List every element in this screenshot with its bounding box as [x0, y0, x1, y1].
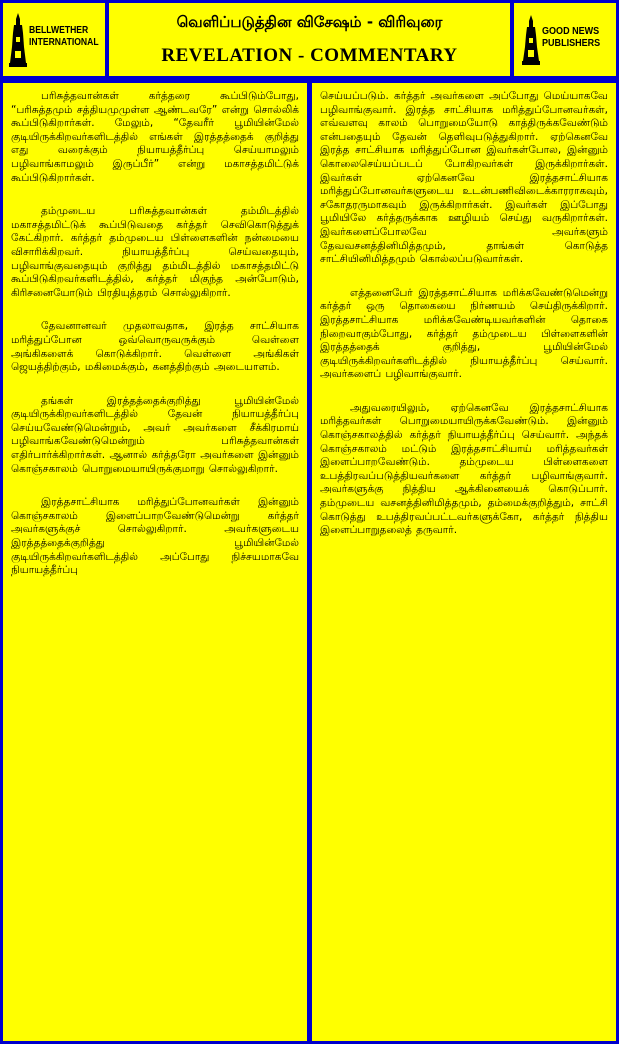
title-panel [109, 3, 510, 76]
paragraph: தம்முடைய பரிசுத்தவான்கள் தம்மிடத்தில் மகாசத்தமிட்டுக் கூப்பிடுவதை கர்த்தர் செவிகொடுத்துக் கேட்கிறார். கர்த்தர் தம்முடைய பிள்ளைகளின் நன்மையை விசாரிக்கிறவர். நியாயத்தீர்ப்பு செய்வதையும், பழிவாங்குவதையும் குறித்து தம்மிடத்தில் மகாசத்தமிட்டு கூப்பிடுகிறவர்களிடத்தில், கர்த்தர் மிகுந்த அன்போடும், கிரிசனையோடும் பிரதியுத்தரம் சொல்லுகிறார். [11, 205, 299, 299]
good-news-publishers-logo [514, 3, 616, 76]
header-banner [0, 0, 619, 80]
right-column [312, 83, 616, 1041]
bellwether-logo [3, 3, 105, 76]
publisher-logo-line2: PUBLISHERS [542, 37, 601, 49]
content-frame [0, 80, 619, 1044]
paragraph: இரத்தசாட்சியாக மரித்துப்போனவர்கள் இன்னும் கொஞ்சகாலம் இளைப்பாறவேண்டுமென்று கர்த்தர் அவர்களுக்குச் சொல்லுகிறார். அவர்களுடைய இரத்தத்தைக்குறித்து பூமியின்மேல் குடியிருக்கிறவர்களிடத்தில் அப்போது நிச்சயமாகவே நியாயத்தீர்ப்பு [11, 496, 299, 577]
publisher-logo-line1: GOOD NEWS [542, 25, 600, 37]
paragraph: அதுவரையிலும், ஏற்கெனவே இரத்தசாட்சியாக மரித்தவர்கள் பொறுமையாயிருக்கவேண்டும். இன்னும் கொஞ்சகாலத்தில் கர்த்தர் நியாயத்தீர்ப்பு செய்வார். அந்தக் கொஞ்சகாலம் மட்டும் இரத்தசாட்சியாய் மரித்தவர்கள் இளைப்பாறவேண்டும். தம்முடைய பிள்ளைகளை உபத்திரவப்படுத்தியவர்களை கர்த்தர் பழிவாங்குவார். அவர்களுக்கு நித்திய ஆக்கினையைக் கொடுப்பார். தம்முடைய வசனத்தினிமித்தமும், தம்மைக்குறித்தும், சாட்சி கொடுத்து உபத்திரவப்பட்டவர்களுக்கோ, கர்த்தர் நித்திய இளைப்பாறுதலைத் தருவார். [320, 401, 608, 537]
paragraph: எத்தனைபேர் இரத்தசாட்சியாக மரிக்கவேண்டுமென்று கர்த்தர் ஒரு தொகையை நிர்ணயம் செய்திருக்கிறார். இரத்தசாட்சியாக மரிக்கவேண்டியவர்களின் தொகை நிறைவாகும்போது, கர்த்தர் தம்முடைய பிள்ளைகளின் இரத்தத்தைக் குறித்து, பூமியின்மேல் குடியிருக்கிறவர்களிடத்தில் நியாயத்தீர்ப்பு செய்வார். அவர்களைப் பழிவாங்குவார். [320, 286, 608, 381]
paragraph: தங்கள் இரத்தத்தைக்குறித்து பூமியின்மேல் குடியிருக்கிறவர்களிடத்தில் தேவன் நியாயத்தீர்ப்பு செய்யவேண்டுமென்றும், அவர் அவர்களை சீக்கிரமாய் பழிவாங்கவேண்டுமென்றும் பரிசுத்தவான்கள் எதிர்பார்க்கிறார்கள். ஆனால் கர்த்தரோ அவர்களை இன்னும் கொஞ்சகாலம் பொறுமையாயிருக்குமாறு சொல்லுகிறார். [11, 394, 299, 475]
tower-icon [9, 13, 27, 67]
bellwether-logo-line1: BELLWETHER [29, 25, 89, 36]
left-column [3, 83, 307, 1041]
bellwether-logo-line2: INTERNATIONAL [29, 37, 99, 48]
tower-icon [522, 15, 540, 65]
page-title-tamil: வெளிப்படுத்தின விசேஷம் - விரிவுரை [176, 13, 443, 31]
paragraph: தேவனானவர் முதலாவதாக, இரத்த சாட்சியாக மரித்துப்போன ஒவ்வொருவருக்கும் வெள்ளை அங்கிகளைக் கொடுக்கிறார். வெள்ளை அங்கிகள் ஜெயத்திற்கும், மகிமைக்கும், கனத்திற்கும் அடையாளம். [11, 320, 299, 374]
page-title-english: REVELATION - COMMENTARY [161, 45, 458, 66]
paragraph: பரிசுத்தவான்கள் கர்த்தரை கூப்பிடும்போது, “பரிசுத்தமும் சத்தியமுமுள்ள ஆண்டவரே” என்று சொல்லிக் கூப்பிடுகிறார்கள். மேலும், “தேவரீர் பூமியின்மேல் குடியிருக்கிறவர்களிடத்தில் எங்கள் இரத்தத்தைக் குறித்து எது வரைக்கும் நியாயத்தீர்ப்பு செய்யாமலும் பழிவாங்காமலும் இருப்பீர்” என்று மகாசத்தமிட்டுக் கூப்பிடுகிறார்கள். [11, 90, 299, 184]
paragraph: செய்யப்படும். கர்த்தர் அவர்களை அப்போது மெய்யாகவே பழிவாங்குவார். இரத்த சாட்சியாக மரித்துப்போனவர்கள், எவ்வளவு காலம் பொறுமையோடு காத்திருக்கவேண்டும் என்பதையும் தேவன் தெளிவுபடுத்துகிறார். ஏற்கெனவே இரத்த சாட்சியாக மரித்துப்போன இவர்கள்போல, இன்னும் கொலைசெய்யப்படப் போகிறவர்கள் இருக்கிறார்கள். இவர்கள் ஏற்கெனவே இரத்தசாட்சியாக மரித்துப்போனவர்களுடைய உடன்பணிவிடைக்காரராகவும், சகோதரருமாகவும் இருக்கிறார்கள். இவர்கள் இப்போது பூமியிலே கர்த்தருக்காக ஊழியம் செய்து வருகிறார்கள். இவர்களைப்போலவே அவர்களும் தேவவசனத்தினிமித்தமும், தாங்கள் கொடுத்த சாட்சியினிமித்தமும் கொல்லப்படுவார்கள். [320, 90, 608, 266]
